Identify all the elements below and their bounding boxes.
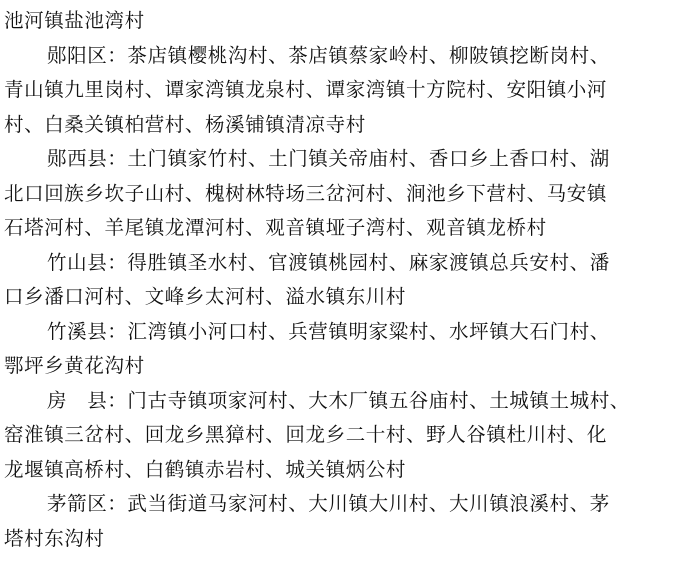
- district-fangxian-line-3: 龙堰镇高桥村、白鹤镇赤岩村、城关镇炳公村: [4, 457, 407, 481]
- district-zhushan-line-2: 口乡潘口河村、文峰乡太河村、溢水镇东川村: [4, 285, 407, 308]
- district-yunyang-line-1: 郧阳区：茶店镇樱桃沟村、茶店镇蔡家岭村、柳陂镇挖断岗村、: [47, 43, 610, 67]
- district-fangxian-line-2: 窑淮镇三岔村、回龙乡黑獐村、回龙乡二十村、野人谷镇杜川村、化: [4, 423, 608, 446]
- district-fangxian-line-1: 房 县：门古寺镇项家河村、大木厂镇五谷庙村、土城镇土城村、: [47, 388, 630, 412]
- document-body: [4, 4, 680, 556]
- district-yunyang-line-2: 青山镇九里岗村、谭家湾镇龙泉村、谭家湾镇十方院村、安阳镇小河: [4, 78, 608, 101]
- district-zhuxi-line-1: 竹溪县：汇湾镇小河口村、兵营镇明家粱村、水坪镇大石门村、: [47, 319, 610, 343]
- district-yunxi-line-3: 石塔河村、羊尾镇龙潭河村、观音镇垭子湾村、观音镇龙桥村: [4, 216, 547, 239]
- text-line-continuation: 池河镇盐池湾村: [4, 9, 145, 32]
- district-yunxi-line-2: 北口回族乡坎子山村、槐树林特场三岔河村、涧池乡下营村、马安镇: [4, 181, 608, 205]
- district-yunxi-line-1: 郧西县：土门镇家竹村、土门镇关帝庙村、香口乡上香口村、湖: [47, 147, 610, 170]
- district-maojian-line-2: 塔村东沟村: [4, 526, 105, 550]
- district-zhuxi-line-2: 鄂坪乡黄花沟村: [4, 354, 145, 377]
- district-maojian-line-1: 茅箭区：武当街道马家河村、大川镇大川村、大川镇浪溪村、茅: [47, 492, 610, 515]
- district-yunyang-line-3: 村、白桑关镇柏营村、杨溪铺镇清凉寺村: [4, 112, 366, 136]
- district-zhushan-line-1: 竹山县：得胜镇圣水村、官渡镇桃园村、麻家渡镇总兵安村、潘: [47, 250, 610, 274]
